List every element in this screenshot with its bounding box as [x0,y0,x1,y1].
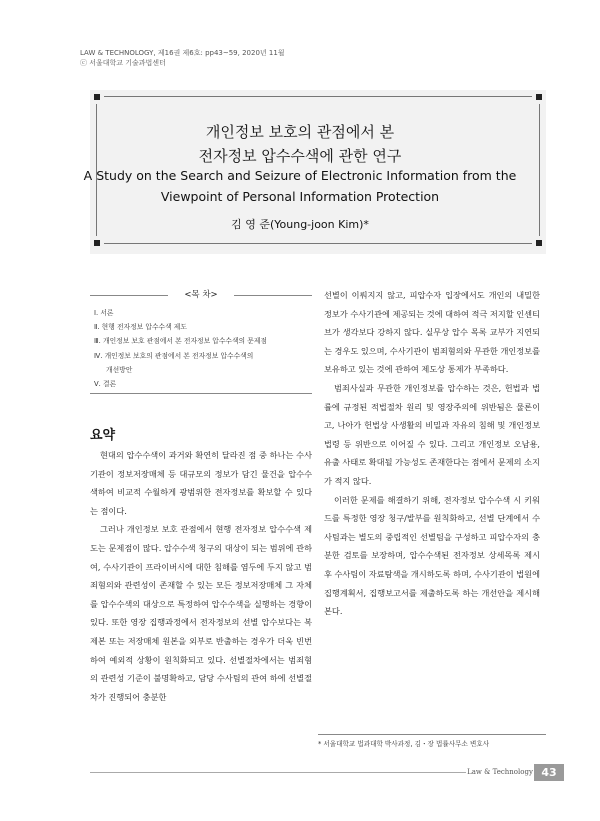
english-title-line-2: Viewpoint of Personal Information Protection [160,189,440,204]
abstract-right-column [324,286,540,621]
toc-item: 개선방안 [106,365,133,374]
abstract-left-column [90,446,312,706]
title-rule-bottom [104,243,532,244]
journal-copyright: ⓒ 서울대학교 기술과법센터 [80,59,166,67]
toc-item: Ⅴ. 결론 [94,380,117,389]
table-of-contents [90,288,312,394]
corner-ornament-top-left [94,94,100,100]
toc-item: Ⅰ. 서론 [94,309,114,317]
footer-journal-label: Law & Technology [466,765,534,780]
toc-bottom-rule [90,393,312,394]
abstract-paragraph: 현대의 압수수색이 과거와 확연히 달라진 점 중 하나는 수사기관이 정보저장매체 등 대규모의 정보가 담긴 물건을 압수수색하여 비교적 수월하게 광범위한 전자정보를 확보할 수 있다는 점이다. [90,450,312,516]
corner-ornament-bottom-right [536,240,542,246]
toc-heading: <목 차> [90,288,312,302]
footnote-rule [318,734,546,735]
corner-ornament-top-right [536,94,542,100]
journal-citation: LAW & TECHNOLOGY, 제16권 제6호: pp43~59, 2020년 11월 [80,49,285,57]
toc-item: Ⅱ. 현행 전자정보 압수수색 제도 [94,323,187,332]
korean-title-line-2: 전자정보 압수수색에 관한 연구 [198,147,402,165]
journal-info [80,48,285,68]
author-name: 김 영 준(Young-joon Kim)* [231,218,369,231]
title-rule-top [104,96,532,97]
abstract-paragraph: 선별이 이뤄지지 않고, 피압수자 입장에서도 개인의 내밀한 정보가 수사기관에 제공되는 것에 대하여 적극 저지할 인센티브가 생각보다 강하지 않다. 실무상 압수 목록 교부가 지연되는 경우도 있으며, 수사기관이 범죄혐의와 무관한 개인정보를 보유하고 있는 것에 관하여 제도상 통제가 부족하다. [324,290,540,375]
abstract-heading: 요약 [90,428,116,443]
page-number: 43 [534,764,564,781]
author-footnote: * 서울대학교 법과대학 박사과정, 김・장 법률사무소 변호사 [318,740,490,748]
toc-list [90,306,312,391]
abstract-paragraph: 그러나 개인정보 보호 관점에서 현행 전자정보 압수수색 제도는 문제점이 많다. 압수수색 청구의 대상이 되는 범위에 관하여, 수사기관이 프라이버시에 대한 침해를 염두에 두지 않고 범죄혐의와 관련성이 존재할 수 있는 모든 정보저장매체 그 자체를 압수수색의 대상으로 특정하여 압수수색을 실행하는 경향이 있다. 또한 영장 집행과정에서 전자정보의 선별 압수보다는 복제본 또는 저장매체 원본을 외부로 반출하는 경우가 더욱 빈번하여 예외적 상황이 원칙화되고 있다. 선별절차에서는 범죄혐의 관련성 기준이 불명확하고, 담당 수사팀의 관여 하에 선별절차가 진행되어 충분한 [90,524,312,702]
english-title-line-1: A Study on the Search and Seizure of Electronic Information from the [83,168,517,183]
toc-item: Ⅲ. 개인정보 보호 관점에서 본 전자정보 압수수색의 문제점 [94,337,267,346]
korean-title-line-1: 개인정보 보호의 관점에서 본 [205,123,395,141]
toc-item: Ⅳ. 개인정보 보호의 관점에서 본 전자정보 압수수색의 [94,351,254,360]
abstract-paragraph: 이러한 문제를 해결하기 위해, 전자정보 압수수색 시 키워드를 특정한 영장 청구/발부를 원칙화하고, 선별 단계에서 수사팀과는 별도의 중립적인 선별팀을 구성하고 피압수자의 충분한 검토를 보장하며, 압수수색된 전자정보 상세목록 제시 후 수사팀이 자료탐색을 개시하도록 하며, 수사기관이 법원에 집행계획서, 집행보고서를 제출하도록 하는 개선안을 제시해본다. [324,494,540,617]
abstract-paragraph: 범죄사실과 무관한 개인정보를 압수하는 것은, 헌법과 법률에 규정된 적법절차 원리 및 영장주의에 위반됨은 물론이고, 나아가 헌법상 사생활의 비밀과 자유의 침해 및 개인정보법령 등 위반으로 이어질 수 있다. 그리고 개인정보 오남용, 유출 사태로 확대될 가능성도 존재한다는 점에서 문제의 소지가 적지 않다. [324,382,540,486]
corner-ornament-bottom-left [94,240,100,246]
